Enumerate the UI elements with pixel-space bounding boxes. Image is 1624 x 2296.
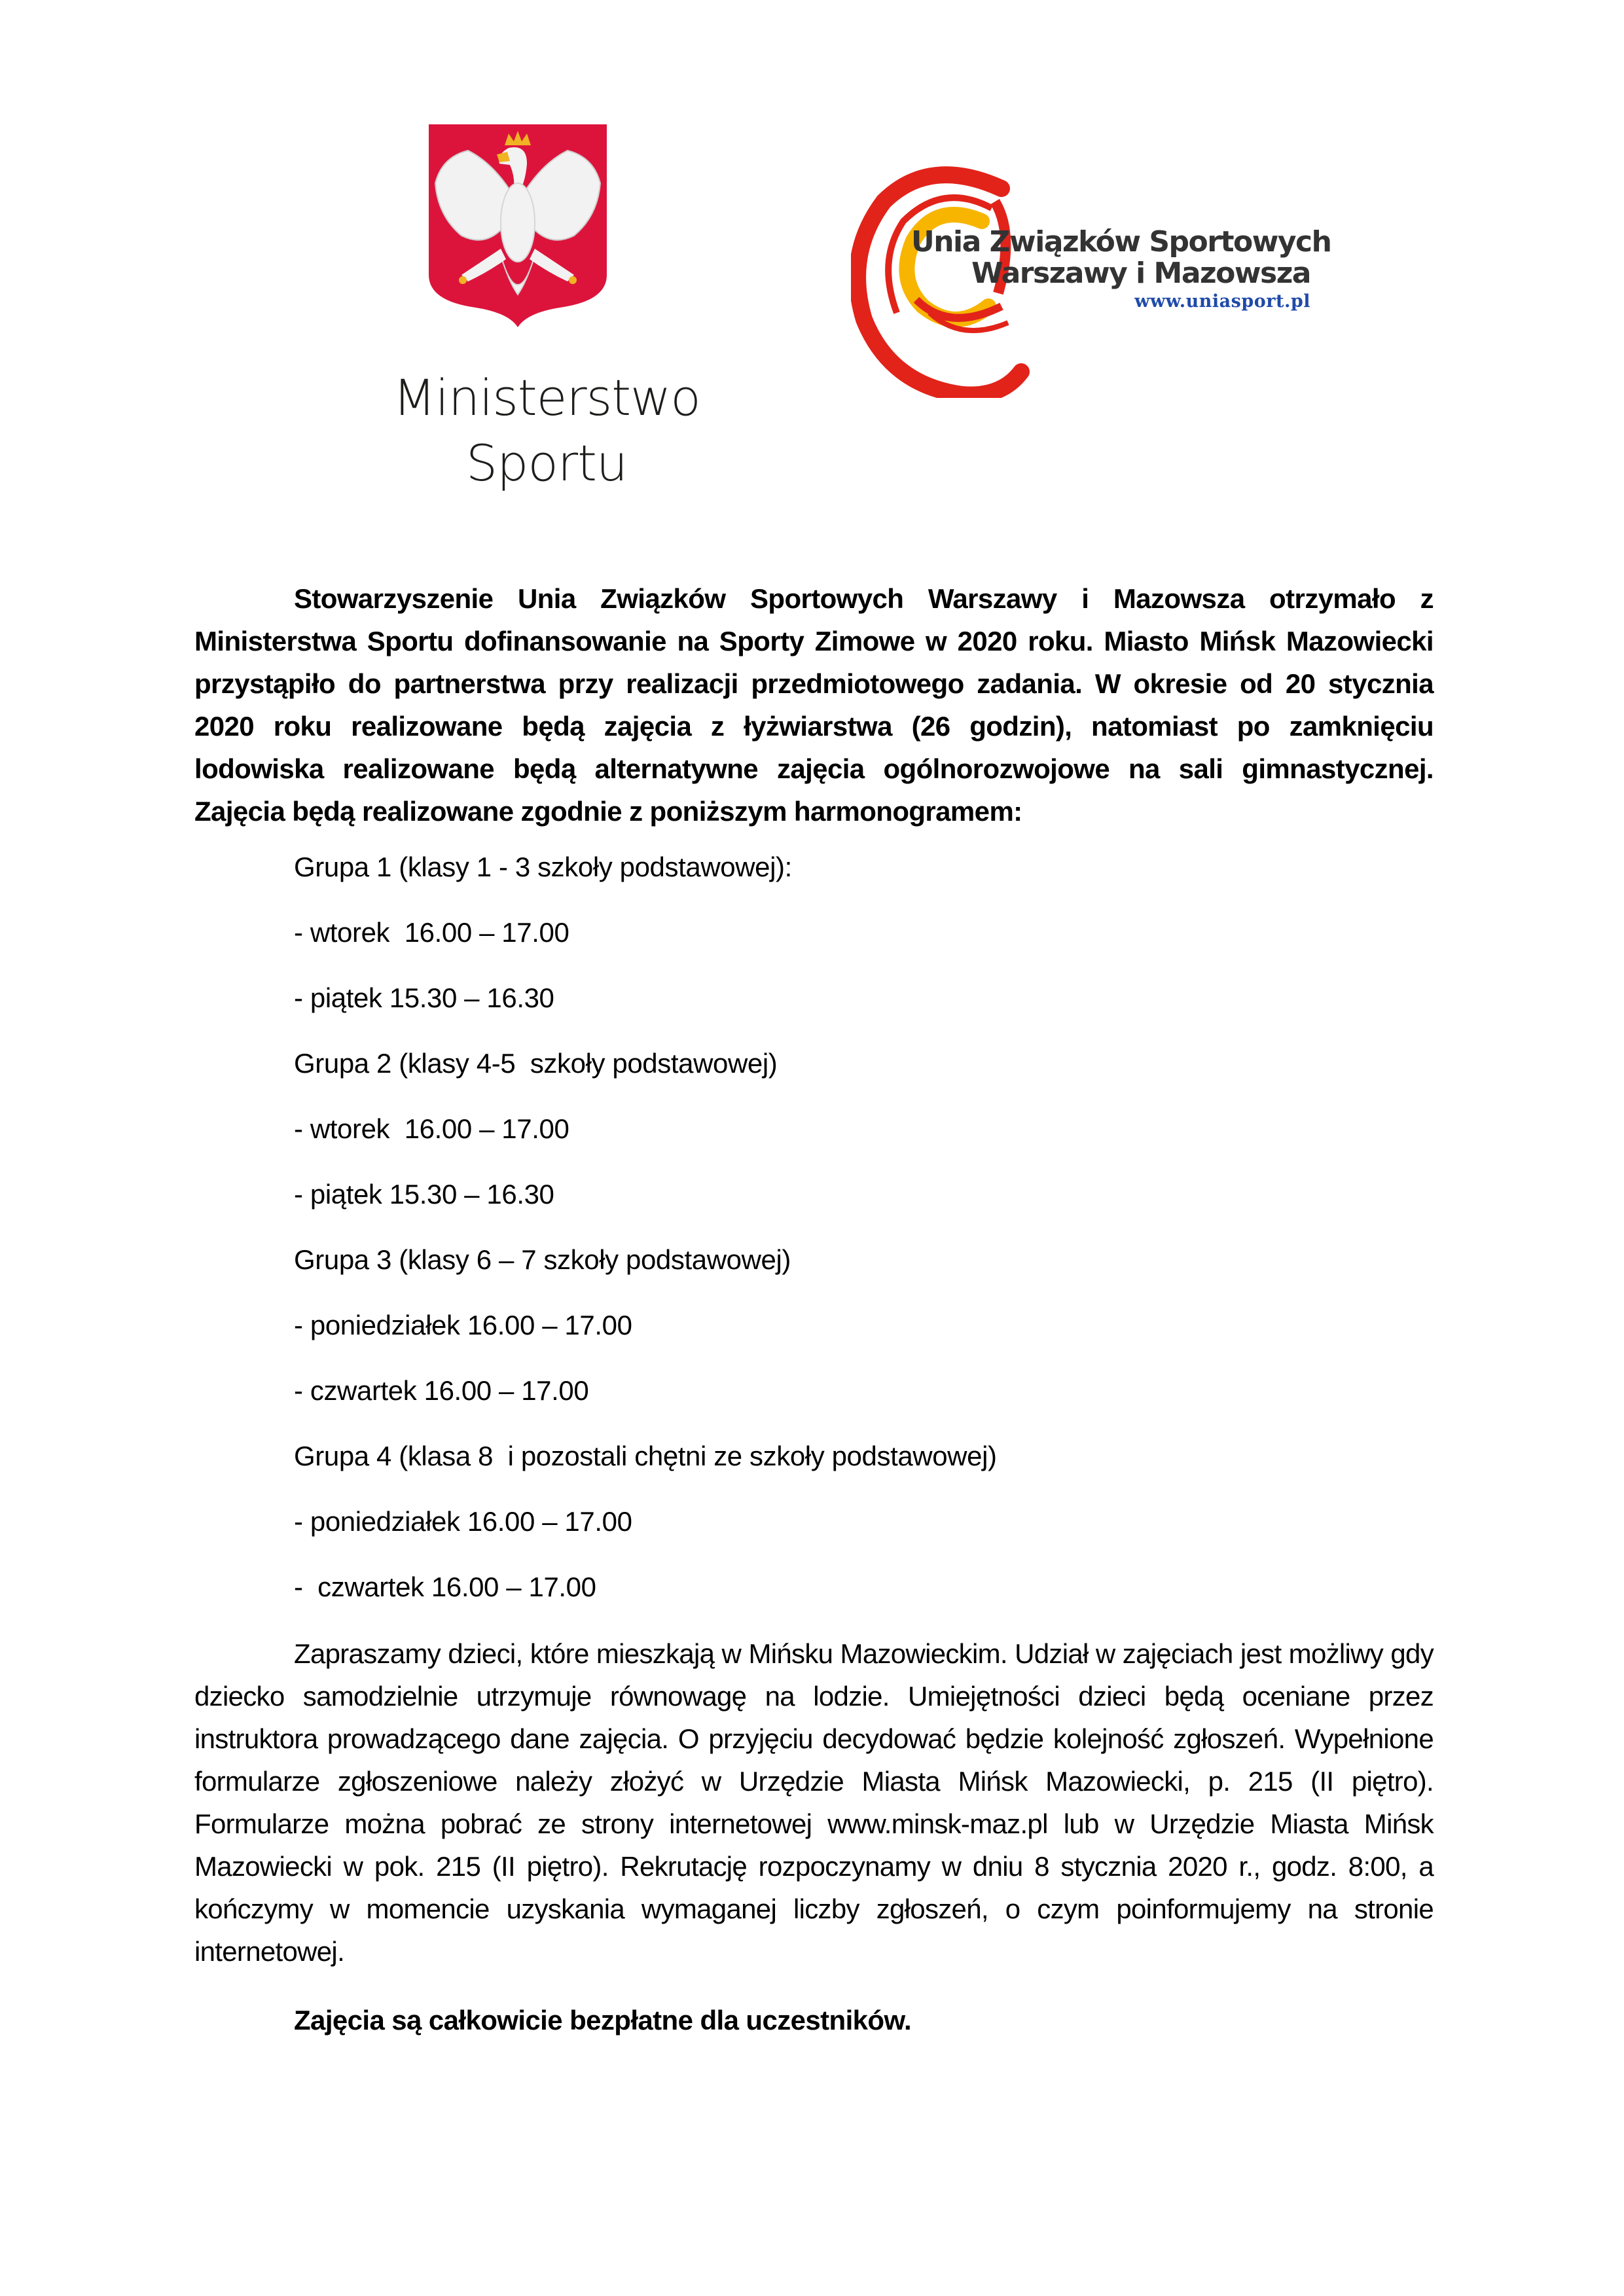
- schedule-list: [294, 846, 1434, 1631]
- schedule-slot: - wtorek 16.00 – 17.00: [294, 1113, 569, 1144]
- schedule-slot: - poniedziałek 16.00 – 17.00: [294, 1506, 632, 1537]
- schedule-slot: - poniedziałek 16.00 – 17.00: [294, 1310, 632, 1340]
- ministry-name: [363, 365, 730, 496]
- unia-logo-text: [911, 225, 1331, 313]
- ministry-of-sport-logo: [363, 118, 730, 504]
- unia-logo-url: www.uniasport.pl: [1134, 291, 1310, 312]
- schedule-slot: - piątek 15.30 – 16.30: [294, 982, 554, 1013]
- closing-statement: Zajęcia są całkowicie bezpłatne dla uczestników.: [294, 2005, 912, 2036]
- unia-logo-line1: Unia Związków Sportowych: [911, 225, 1331, 259]
- polish-eagle-coat-of-arms-icon: [429, 124, 607, 327]
- schedule-slot: - czwartek 16.00 – 17.00: [294, 1375, 589, 1406]
- document-body: [194, 577, 1434, 2041]
- schedule-group-1: Grupa 1 (klasy 1 - 3 szkoły podstawowej):: [294, 852, 792, 882]
- ministry-name-line2: Sportu: [465, 434, 628, 492]
- unia-logo-line2: Warszawy i Mazowsza: [971, 257, 1310, 290]
- unia-sport-logo: [851, 162, 1331, 404]
- info-paragraph: Zapraszamy dzieci, które mieszkają w Mińsku Mazowieckim. Udział w zajęciach jest możliwy gdy dziecko samodzielnie utrzymuje równowagę na lodzie. Umiejętności dzieci będą oceniane przez instruktora prowadzącego dane zajęcia. O przyjęciu decydować będzie kolejność zgłoszeń. Wypełnione formularze zgłoszeniowe należy złożyć w Urzędzie Miasta Mińsk Mazowiecki, p. 215 (II piętro). Formularze można pobrać ze strony internetowej www.minsk-maz.pl lub w Urzędzie Miasta Mińsk Mazowiecki w pok. 215 (II piętro). Rekrutację rozpoczynamy w dniu 8 stycznia 2020 r., godz. 8:00, a kończymy w momencie uzyskania wymaganej liczby zgłoszeń, o czym poinformujemy na stronie internetowej.: [194, 1638, 1434, 1967]
- ministry-name-line1: Ministerstwo: [393, 368, 700, 427]
- intro-paragraph: Stowarzyszenie Unia Związków Sportowych Warszawy i Mazowsza otrzymało z Ministerstwa Sportu dofinansowanie na Sporty Zimowe w 2020 roku. Miasto Mińsk Mazowiecki przystąpiło do partnerstwa przy realizacji przedmiotowego zadania. W okresie od 20 stycznia 2020 roku realizowane będą zajęcia z łyżwiarstwa (26 godzin), natomiast po zamknięciu lodowiska realizowane będą alternatywne zajęcia ogólnorozwojowe na sali gimnastycznej. Zajęcia będą realizowane zgodnie z poniższym harmonogramem:: [194, 583, 1434, 827]
- schedule-slot: - piątek 15.30 – 16.30: [294, 1179, 554, 1210]
- schedule-slot: - czwartek 16.00 – 17.00: [294, 1571, 596, 1602]
- schedule-group-4: Grupa 4 (klasa 8 i pozostali chętni ze szkoły podstawowej): [294, 1441, 997, 1471]
- schedule-group-3: Grupa 3 (klasy 6 – 7 szkoły podstawowej): [294, 1244, 791, 1275]
- schedule-slot: - wtorek 16.00 – 17.00: [294, 917, 569, 948]
- schedule-group-2: Grupa 2 (klasy 4-5 szkoły podstawowej): [294, 1048, 778, 1079]
